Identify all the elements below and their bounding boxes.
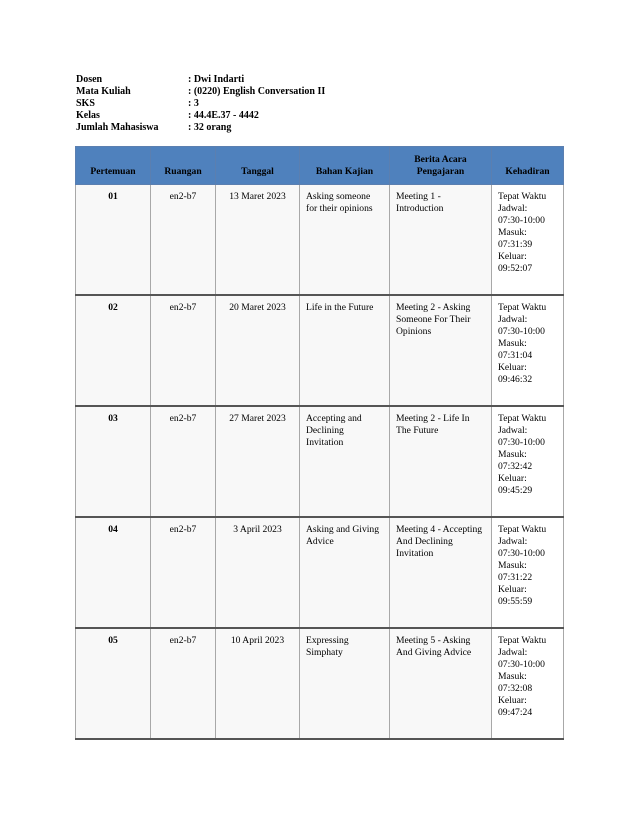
- keluar-label: Keluar:: [498, 473, 527, 484]
- table-row: [76, 185, 564, 296]
- masuk-label: Masuk:: [498, 338, 527, 349]
- info-value: : 44.4E.37 - 4442: [188, 110, 259, 121]
- jadwal-label: Jadwal:: [498, 647, 528, 658]
- jadwal-value: 07:30-10:00: [498, 548, 545, 559]
- masuk-value: 07:31:22: [498, 572, 533, 583]
- masuk-label: Masuk:: [498, 671, 527, 682]
- info-value: : (0220) English Conversation II: [188, 86, 326, 97]
- cell-tanggal: 3 April 2023: [216, 517, 300, 628]
- cell-bahan-kajian: Asking someone for their opinions: [300, 185, 390, 296]
- course-info: [76, 74, 325, 134]
- jadwal-label: Jadwal:: [498, 425, 528, 436]
- keluar-value: 09:55:59: [498, 596, 533, 607]
- table-row: [76, 406, 564, 517]
- jadwal-value: 07:30-10:00: [498, 326, 545, 337]
- masuk-label: Masuk:: [498, 227, 527, 238]
- keluar-label: Keluar:: [498, 251, 527, 262]
- cell-berita-acara: Meeting 5 - Asking And Giving Advice: [390, 628, 492, 739]
- masuk-value: 07:31:39: [498, 239, 533, 250]
- cell-ruangan: en2-b7: [151, 295, 216, 406]
- table-row: [76, 295, 564, 406]
- cell-kehadiran: [492, 185, 564, 296]
- jadwal-value: 07:30-10:00: [498, 437, 545, 448]
- cell-tanggal: 10 April 2023: [216, 628, 300, 739]
- keluar-value: 09:46:32: [498, 374, 533, 385]
- keluar-value: 09:52:07: [498, 263, 533, 274]
- keluar-value: 09:45:29: [498, 485, 533, 496]
- cell-pertemuan: 03: [76, 406, 151, 517]
- cell-tanggal: 20 Maret 2023: [216, 295, 300, 406]
- cell-kehadiran: [492, 628, 564, 739]
- header-berita-acara: [390, 147, 492, 185]
- keluar-label: Keluar:: [498, 584, 527, 595]
- cell-kehadiran: [492, 406, 564, 517]
- cell-bahan-kajian: Asking and Giving Advice: [300, 517, 390, 628]
- cell-pertemuan: 01: [76, 185, 151, 296]
- info-sks: [76, 98, 325, 110]
- info-jumlah-mahasiswa: [76, 122, 325, 134]
- cell-berita-acara: Meeting 2 - Life In The Future: [390, 406, 492, 517]
- cell-ruangan: en2-b7: [151, 185, 216, 296]
- attendance-status: Tepat Waktu: [498, 413, 547, 424]
- info-label: SKS: [76, 98, 95, 109]
- info-value: : 32 orang: [188, 122, 232, 133]
- info-mata-kuliah: [76, 86, 325, 98]
- info-label: Kelas: [76, 110, 100, 121]
- header-berita-line1: Berita Acara: [414, 154, 467, 165]
- cell-pertemuan: 04: [76, 517, 151, 628]
- table-header-row: [76, 147, 564, 185]
- cell-kehadiran: [492, 295, 564, 406]
- header-bahan-kajian: Bahan Kajian: [300, 147, 390, 185]
- cell-tanggal: 27 Maret 2023: [216, 406, 300, 517]
- attendance-status: Tepat Waktu: [498, 635, 547, 646]
- keluar-label: Keluar:: [498, 695, 527, 706]
- jadwal-label: Jadwal:: [498, 536, 528, 547]
- cell-pertemuan: 02: [76, 295, 151, 406]
- jadwal-label: Jadwal:: [498, 314, 528, 325]
- cell-bahan-kajian: Accepting and Declining Invitation: [300, 406, 390, 517]
- info-label: Mata Kuliah: [76, 86, 131, 97]
- info-kelas: [76, 110, 325, 122]
- cell-berita-acara: Meeting 4 - Accepting And Declining Invitation: [390, 517, 492, 628]
- header-kehadiran: Kehadiran: [492, 147, 564, 185]
- attendance-table: [75, 146, 564, 740]
- cell-berita-acara: Meeting 2 - Asking Someone For Their Opinions: [390, 295, 492, 406]
- keluar-value: 09:47:24: [498, 707, 533, 718]
- jadwal-label: Jadwal:: [498, 203, 528, 214]
- info-value: : Dwi Indarti: [188, 74, 245, 85]
- cell-ruangan: en2-b7: [151, 628, 216, 739]
- cell-bahan-kajian: Expressing Simphaty: [300, 628, 390, 739]
- attendance-status: Tepat Waktu: [498, 191, 547, 202]
- keluar-label: Keluar:: [498, 362, 527, 373]
- table-row: [76, 628, 564, 739]
- header-ruangan: Ruangan: [151, 147, 216, 185]
- cell-pertemuan: 05: [76, 628, 151, 739]
- masuk-value: 07:32:42: [498, 461, 533, 472]
- jadwal-value: 07:30-10:00: [498, 659, 545, 670]
- cell-kehadiran: [492, 517, 564, 628]
- info-label: Jumlah Mahasiswa: [76, 122, 159, 133]
- header-berita-line2: Pengajaran: [416, 166, 465, 177]
- header-tanggal: Tanggal: [216, 147, 300, 185]
- cell-bahan-kajian: Life in the Future: [300, 295, 390, 406]
- header-pertemuan: Pertemuan: [76, 147, 151, 185]
- attendance-status: Tepat Waktu: [498, 302, 547, 313]
- info-dosen: [76, 74, 325, 86]
- cell-ruangan: en2-b7: [151, 406, 216, 517]
- masuk-value: 07:32:08: [498, 683, 533, 694]
- info-value: : 3: [188, 98, 199, 109]
- cell-ruangan: en2-b7: [151, 517, 216, 628]
- masuk-label: Masuk:: [498, 560, 527, 571]
- cell-tanggal: 13 Maret 2023: [216, 185, 300, 296]
- attendance-status: Tepat Waktu: [498, 524, 547, 535]
- table-row: [76, 517, 564, 628]
- cell-berita-acara: Meeting 1 - Introduction: [390, 185, 492, 296]
- jadwal-value: 07:30-10:00: [498, 215, 545, 226]
- masuk-label: Masuk:: [498, 449, 527, 460]
- info-label: Dosen: [76, 74, 103, 85]
- masuk-value: 07:31:04: [498, 350, 533, 361]
